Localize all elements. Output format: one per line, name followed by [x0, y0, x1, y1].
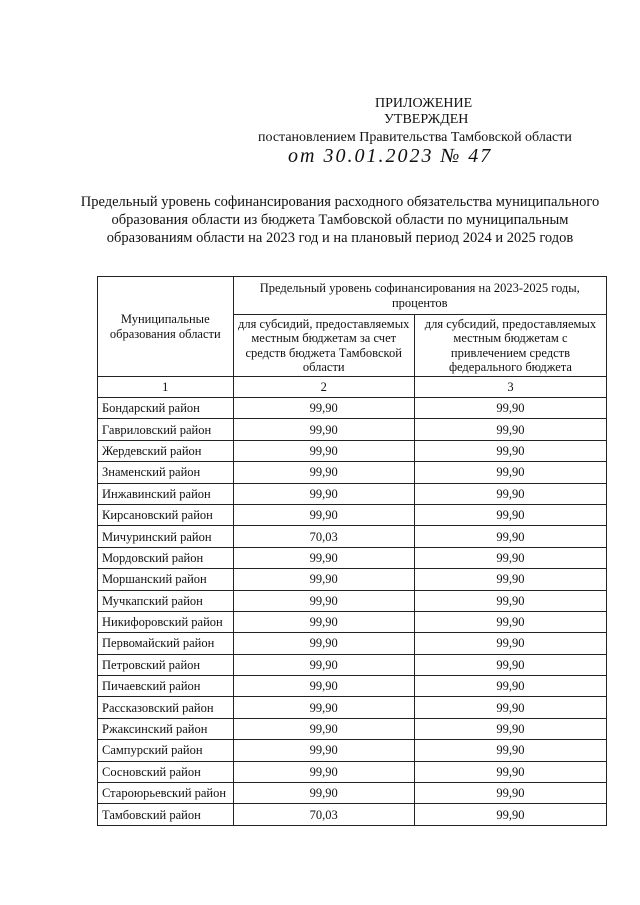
federal-value: 99,90	[414, 526, 606, 547]
column-number: 2	[233, 377, 414, 398]
table-row	[98, 398, 607, 419]
regional-value: 70,03	[233, 804, 414, 825]
header-cofinancing-level: Предельный уровень софинансирования на 2023-2025 годы, процентов	[233, 277, 606, 315]
federal-value: 99,90	[414, 483, 606, 504]
appendix-label: ПРИЛОЖЕНИЕ	[375, 96, 473, 111]
district-name: Мучкапский район	[98, 590, 234, 611]
district-name: Пичаевский район	[98, 676, 234, 697]
column-number: 3	[414, 377, 606, 398]
district-name: Бондарский район	[98, 398, 234, 419]
district-name: Инжавинский район	[98, 483, 234, 504]
federal-value: 99,90	[414, 569, 606, 590]
regional-value: 99,90	[233, 654, 414, 675]
table-row	[98, 504, 607, 525]
regional-value: 99,90	[233, 419, 414, 440]
federal-value: 99,90	[414, 654, 606, 675]
regional-value: 99,90	[233, 483, 414, 504]
regional-value: 99,90	[233, 633, 414, 654]
regional-value: 99,90	[233, 440, 414, 461]
regional-value: 99,90	[233, 783, 414, 804]
federal-value: 99,90	[414, 633, 606, 654]
regional-value: 99,90	[233, 547, 414, 568]
regional-value: 99,90	[233, 697, 414, 718]
handwritten-date-number: от 30.01.2023 № 47	[288, 145, 493, 167]
regional-value: 99,90	[233, 718, 414, 739]
district-name: Жердевский район	[98, 440, 234, 461]
federal-value: 99,90	[414, 504, 606, 525]
approved-label: УТВЕРЖДЕН	[384, 112, 469, 127]
resolution-label: постановлением Правительства Тамбовской области	[258, 130, 572, 145]
federal-value: 99,90	[414, 547, 606, 568]
table-row	[98, 783, 607, 804]
district-name: Первомайский район	[98, 633, 234, 654]
table-row	[98, 633, 607, 654]
regional-value: 99,90	[233, 611, 414, 632]
federal-value: 99,90	[414, 697, 606, 718]
header-federal-budget: для субсидий, предоставляемых местным бюджетам с привлечением средств федерального бюджета	[414, 315, 606, 377]
table-row	[98, 676, 607, 697]
federal-value: 99,90	[414, 718, 606, 739]
federal-value: 99,90	[414, 398, 606, 419]
cofinancing-table	[97, 276, 607, 826]
regional-value: 99,90	[233, 504, 414, 525]
federal-value: 99,90	[414, 761, 606, 782]
table-row	[98, 697, 607, 718]
district-name: Гавриловский район	[98, 419, 234, 440]
district-name: Староюрьевский район	[98, 783, 234, 804]
district-name: Знаменский район	[98, 462, 234, 483]
federal-value: 99,90	[414, 676, 606, 697]
federal-value: 99,90	[414, 804, 606, 825]
district-name: Мичуринский район	[98, 526, 234, 547]
federal-value: 99,90	[414, 740, 606, 761]
federal-value: 99,90	[414, 783, 606, 804]
regional-value: 99,90	[233, 761, 414, 782]
table-row	[98, 804, 607, 825]
federal-value: 99,90	[414, 590, 606, 611]
table-row	[98, 740, 607, 761]
table-row	[98, 440, 607, 461]
table-row	[98, 611, 607, 632]
regional-value: 99,90	[233, 398, 414, 419]
district-name: Кирсановский район	[98, 504, 234, 525]
federal-value: 99,90	[414, 440, 606, 461]
district-name: Ржаксинский район	[98, 718, 234, 739]
district-name: Рассказовский район	[98, 697, 234, 718]
table-row	[98, 419, 607, 440]
federal-value: 99,90	[414, 462, 606, 483]
header-regional-budget: для субсидий, предоставляемых местным бюджетам за счет средств бюджета Тамбовской области	[233, 315, 414, 377]
table-row	[98, 718, 607, 739]
regional-value: 99,90	[233, 462, 414, 483]
regional-value: 99,90	[233, 676, 414, 697]
table-row	[98, 483, 607, 504]
table-row	[98, 590, 607, 611]
district-name: Сосновский район	[98, 761, 234, 782]
regional-value: 99,90	[233, 569, 414, 590]
header-municipality: Муниципальные образования области	[98, 277, 234, 377]
district-name: Петровский район	[98, 654, 234, 675]
district-name: Сампурский район	[98, 740, 234, 761]
table-row	[98, 547, 607, 568]
table-row	[98, 526, 607, 547]
regional-value: 99,90	[233, 590, 414, 611]
regional-value: 99,90	[233, 740, 414, 761]
table-row	[98, 462, 607, 483]
column-number: 1	[98, 377, 234, 398]
district-name: Мордовский район	[98, 547, 234, 568]
table-row	[98, 569, 607, 590]
district-name: Тамбовский район	[98, 804, 234, 825]
table-row	[98, 761, 607, 782]
document-title: Предельный уровень софинансирования расходного обязательства муниципального образования области из бюджета Тамбовской области по муниципальным образованиям области на 2023 год и на плановый период 2024 и 2025 годов	[80, 194, 600, 246]
table-row	[98, 654, 607, 675]
federal-value: 99,90	[414, 419, 606, 440]
regional-value: 70,03	[233, 526, 414, 547]
federal-value: 99,90	[414, 611, 606, 632]
district-name: Никифоровский район	[98, 611, 234, 632]
district-name: Моршанский район	[98, 569, 234, 590]
